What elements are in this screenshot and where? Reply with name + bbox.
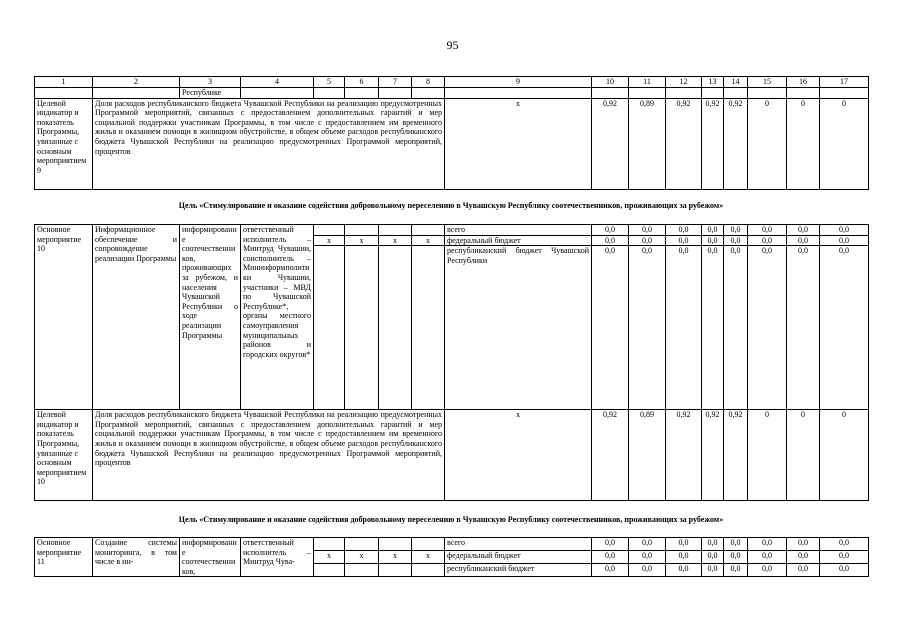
funding-source: федеральный бюджет [445, 235, 592, 246]
col-header: 5 [314, 77, 345, 88]
funding-value: 0,0 [820, 246, 869, 410]
indicator-value: 0 [820, 410, 869, 501]
col-header: 12 [666, 77, 702, 88]
code-x: x [345, 551, 379, 564]
indicator-value: 0 [748, 98, 787, 189]
col-header: 11 [629, 77, 666, 88]
funding-value: 0,0 [666, 235, 702, 246]
indicator-value: 0 [787, 98, 820, 189]
funding-value: 0,0 [702, 538, 724, 551]
carry-text: Республике [180, 88, 241, 99]
funding-value: 0,0 [724, 551, 748, 564]
code-x: x [314, 551, 345, 564]
col-header: 16 [787, 77, 820, 88]
col-header: 6 [345, 77, 379, 88]
col-header: 17 [820, 77, 869, 88]
indicator-x: x [445, 410, 592, 501]
goal-heading: Цель «Стимулирование и оказание содействия добровольному переселению в Чувашскую Республику соотечественников, проживающих за рубежом» [178, 515, 724, 524]
funding-source: всего [445, 538, 592, 551]
code-x: x [314, 235, 345, 246]
funding-value: 0,0 [629, 225, 666, 236]
indicator-value: 0,92 [724, 98, 748, 189]
code-x: x [412, 551, 445, 564]
event-name: Информационное обеспечение и сопровождение реализации Программы [93, 225, 180, 410]
indicator-x: x [445, 98, 592, 189]
indicator-row-9 [35, 98, 869, 189]
funding-value: 0,0 [592, 225, 629, 236]
indicator-value: 0 [787, 410, 820, 501]
funding-value: 0,0 [787, 235, 820, 246]
col-header: 3 [180, 77, 241, 88]
funding-value: 0,0 [702, 564, 724, 577]
col-header: 13 [702, 77, 724, 88]
col-header: 7 [379, 77, 412, 88]
funding-value: 0,0 [724, 564, 748, 577]
funding-value: 0,0 [629, 235, 666, 246]
indicator-value: 0,92 [592, 98, 629, 189]
funding-value: 0,0 [820, 551, 869, 564]
funding-value: 0,0 [666, 225, 702, 236]
funding-value: 0,0 [787, 538, 820, 551]
indicator-value: 0 [748, 410, 787, 501]
funding-value: 0,0 [592, 551, 629, 564]
event-label: Основное мероприятие 11 [35, 538, 93, 577]
code-x: x [379, 551, 412, 564]
funding-value: 0,0 [702, 235, 724, 246]
page-number: 95 [446, 38, 459, 52]
goal-heading: Цель «Стимулирование и оказание содействия добровольному переселению в Чувашскую Республику соотечественников, проживающих за рубежом» [178, 201, 724, 210]
funding-value: 0,0 [820, 235, 869, 246]
col-header: 9 [445, 77, 592, 88]
funding-source: республиканский бюджет Чувашской Республики [445, 246, 592, 410]
funding-value: 0,0 [748, 551, 787, 564]
funding-value: 0,0 [820, 225, 869, 236]
carry-row [35, 88, 869, 99]
indicator-row-10 [35, 410, 869, 501]
funding-value: 0,0 [592, 538, 629, 551]
event-row-total [35, 538, 869, 551]
event-executor: ответственный исполнитель – Минтруд Чува- [241, 538, 314, 577]
funding-value: 0,0 [787, 225, 820, 236]
funding-value: 0,0 [787, 564, 820, 577]
funding-value: 0,0 [629, 538, 666, 551]
indicator-text: Доля расходов республиканского бюджета Чувашской Республики на реализацию предусмотренных Программой мероприятий, связанных с предоставлением дополнительных гарантий и мер социальной поддержки участникам Программы, в том числе с предоставлением им временного жилья и оказанием помощи в жилищном обустройстве, в общем объеме расходов республиканского бюджета Чувашской Республики на реализацию предусмотренных Программой мероприятий, процентов [93, 98, 445, 189]
program-table-part-1 [34, 76, 869, 190]
col-header: 4 [241, 77, 314, 88]
funding-value: 0,0 [724, 235, 748, 246]
event-result: информирование соотечественников, [180, 538, 241, 577]
col-header: 2 [93, 77, 180, 88]
indicator-label: Целевой индикатор и показатель Программы, увязанные с основным мероприятием 10 [35, 410, 93, 501]
indicator-value: 0 [820, 98, 869, 189]
indicator-value: 0,89 [629, 410, 666, 501]
funding-value: 0,0 [724, 225, 748, 236]
code-x: x [345, 235, 379, 246]
funding-value: 0,0 [787, 246, 820, 410]
col-header: 1 [35, 77, 93, 88]
indicator-value: 0,92 [702, 98, 724, 189]
header-row [35, 77, 869, 88]
indicator-label: Целевой индикатор и показатель Программы, увязанные с основным мероприятием 9 [35, 98, 93, 189]
funding-value: 0,0 [666, 246, 702, 410]
funding-value: 0,0 [748, 225, 787, 236]
funding-value: 0,0 [666, 564, 702, 577]
funding-value: 0,0 [592, 235, 629, 246]
event-result: информирование соотечественников, проживающих за рубежом, и населения Чувашской Республики о ходе реализации Программы [180, 225, 241, 410]
funding-value: 0,0 [592, 564, 629, 577]
funding-source: федеральный бюджет [445, 551, 592, 564]
funding-value: 0,0 [592, 246, 629, 410]
funding-value: 0,0 [629, 564, 666, 577]
col-header: 10 [592, 77, 629, 88]
funding-value: 0,0 [820, 564, 869, 577]
indicator-value: 0,92 [666, 98, 702, 189]
funding-value: 0,0 [748, 564, 787, 577]
funding-source: всего [445, 225, 592, 236]
indicator-text: Доля расходов республиканского бюджета Чувашской Республики на реализацию предусмотренных Программой мероприятий, связанных с предоставлением дополнительных гарантий и мер социальной поддержки участникам Программы, в том числе с предоставлением им временного жилья и оказанием помощи в жилищном обустройстве, в общем объеме расходов республиканского бюджета Чувашской Республики на реализацию предусмотренных Программой мероприятий, процентов [93, 410, 445, 501]
funding-value: 0,0 [748, 235, 787, 246]
code-x: x [412, 235, 445, 246]
funding-value: 0,0 [724, 538, 748, 551]
indicator-value: 0,92 [592, 410, 629, 501]
funding-value: 0,0 [702, 246, 724, 410]
indicator-value: 0,92 [702, 410, 724, 501]
indicator-value: 0,92 [724, 410, 748, 501]
funding-value: 0,0 [820, 538, 869, 551]
indicator-value: 0,92 [666, 410, 702, 501]
code-x: x [379, 235, 412, 246]
funding-value: 0,0 [748, 246, 787, 410]
funding-value: 0,0 [666, 551, 702, 564]
program-table-part-2 [34, 224, 869, 501]
funding-value: 0,0 [666, 538, 702, 551]
funding-value: 0,0 [702, 225, 724, 236]
col-header: 14 [724, 77, 748, 88]
event-row-total [35, 225, 869, 236]
event-name: Создание системы мониторинга, в том числе в ин- [93, 538, 180, 577]
col-header: 8 [412, 77, 445, 88]
funding-value: 0,0 [787, 551, 820, 564]
event-executor: ответственный исполнитель – Минтруд Чувашии, соисполнитель – Мининформполитики Чувашии, участники – МВД по Чувашской Республике*, органы местного самоуправления муниципальных районов и городских округов* [241, 225, 314, 410]
indicator-value: 0,89 [629, 98, 666, 189]
funding-source: республиканский бюджет [445, 564, 592, 577]
funding-value: 0,0 [724, 246, 748, 410]
funding-value: 0,0 [629, 246, 666, 410]
event-label: Основное мероприятие 10 [35, 225, 93, 410]
col-header: 15 [748, 77, 787, 88]
funding-value: 0,0 [629, 551, 666, 564]
program-table-part-3 [34, 537, 869, 577]
funding-value: 0,0 [702, 551, 724, 564]
funding-value: 0,0 [748, 538, 787, 551]
